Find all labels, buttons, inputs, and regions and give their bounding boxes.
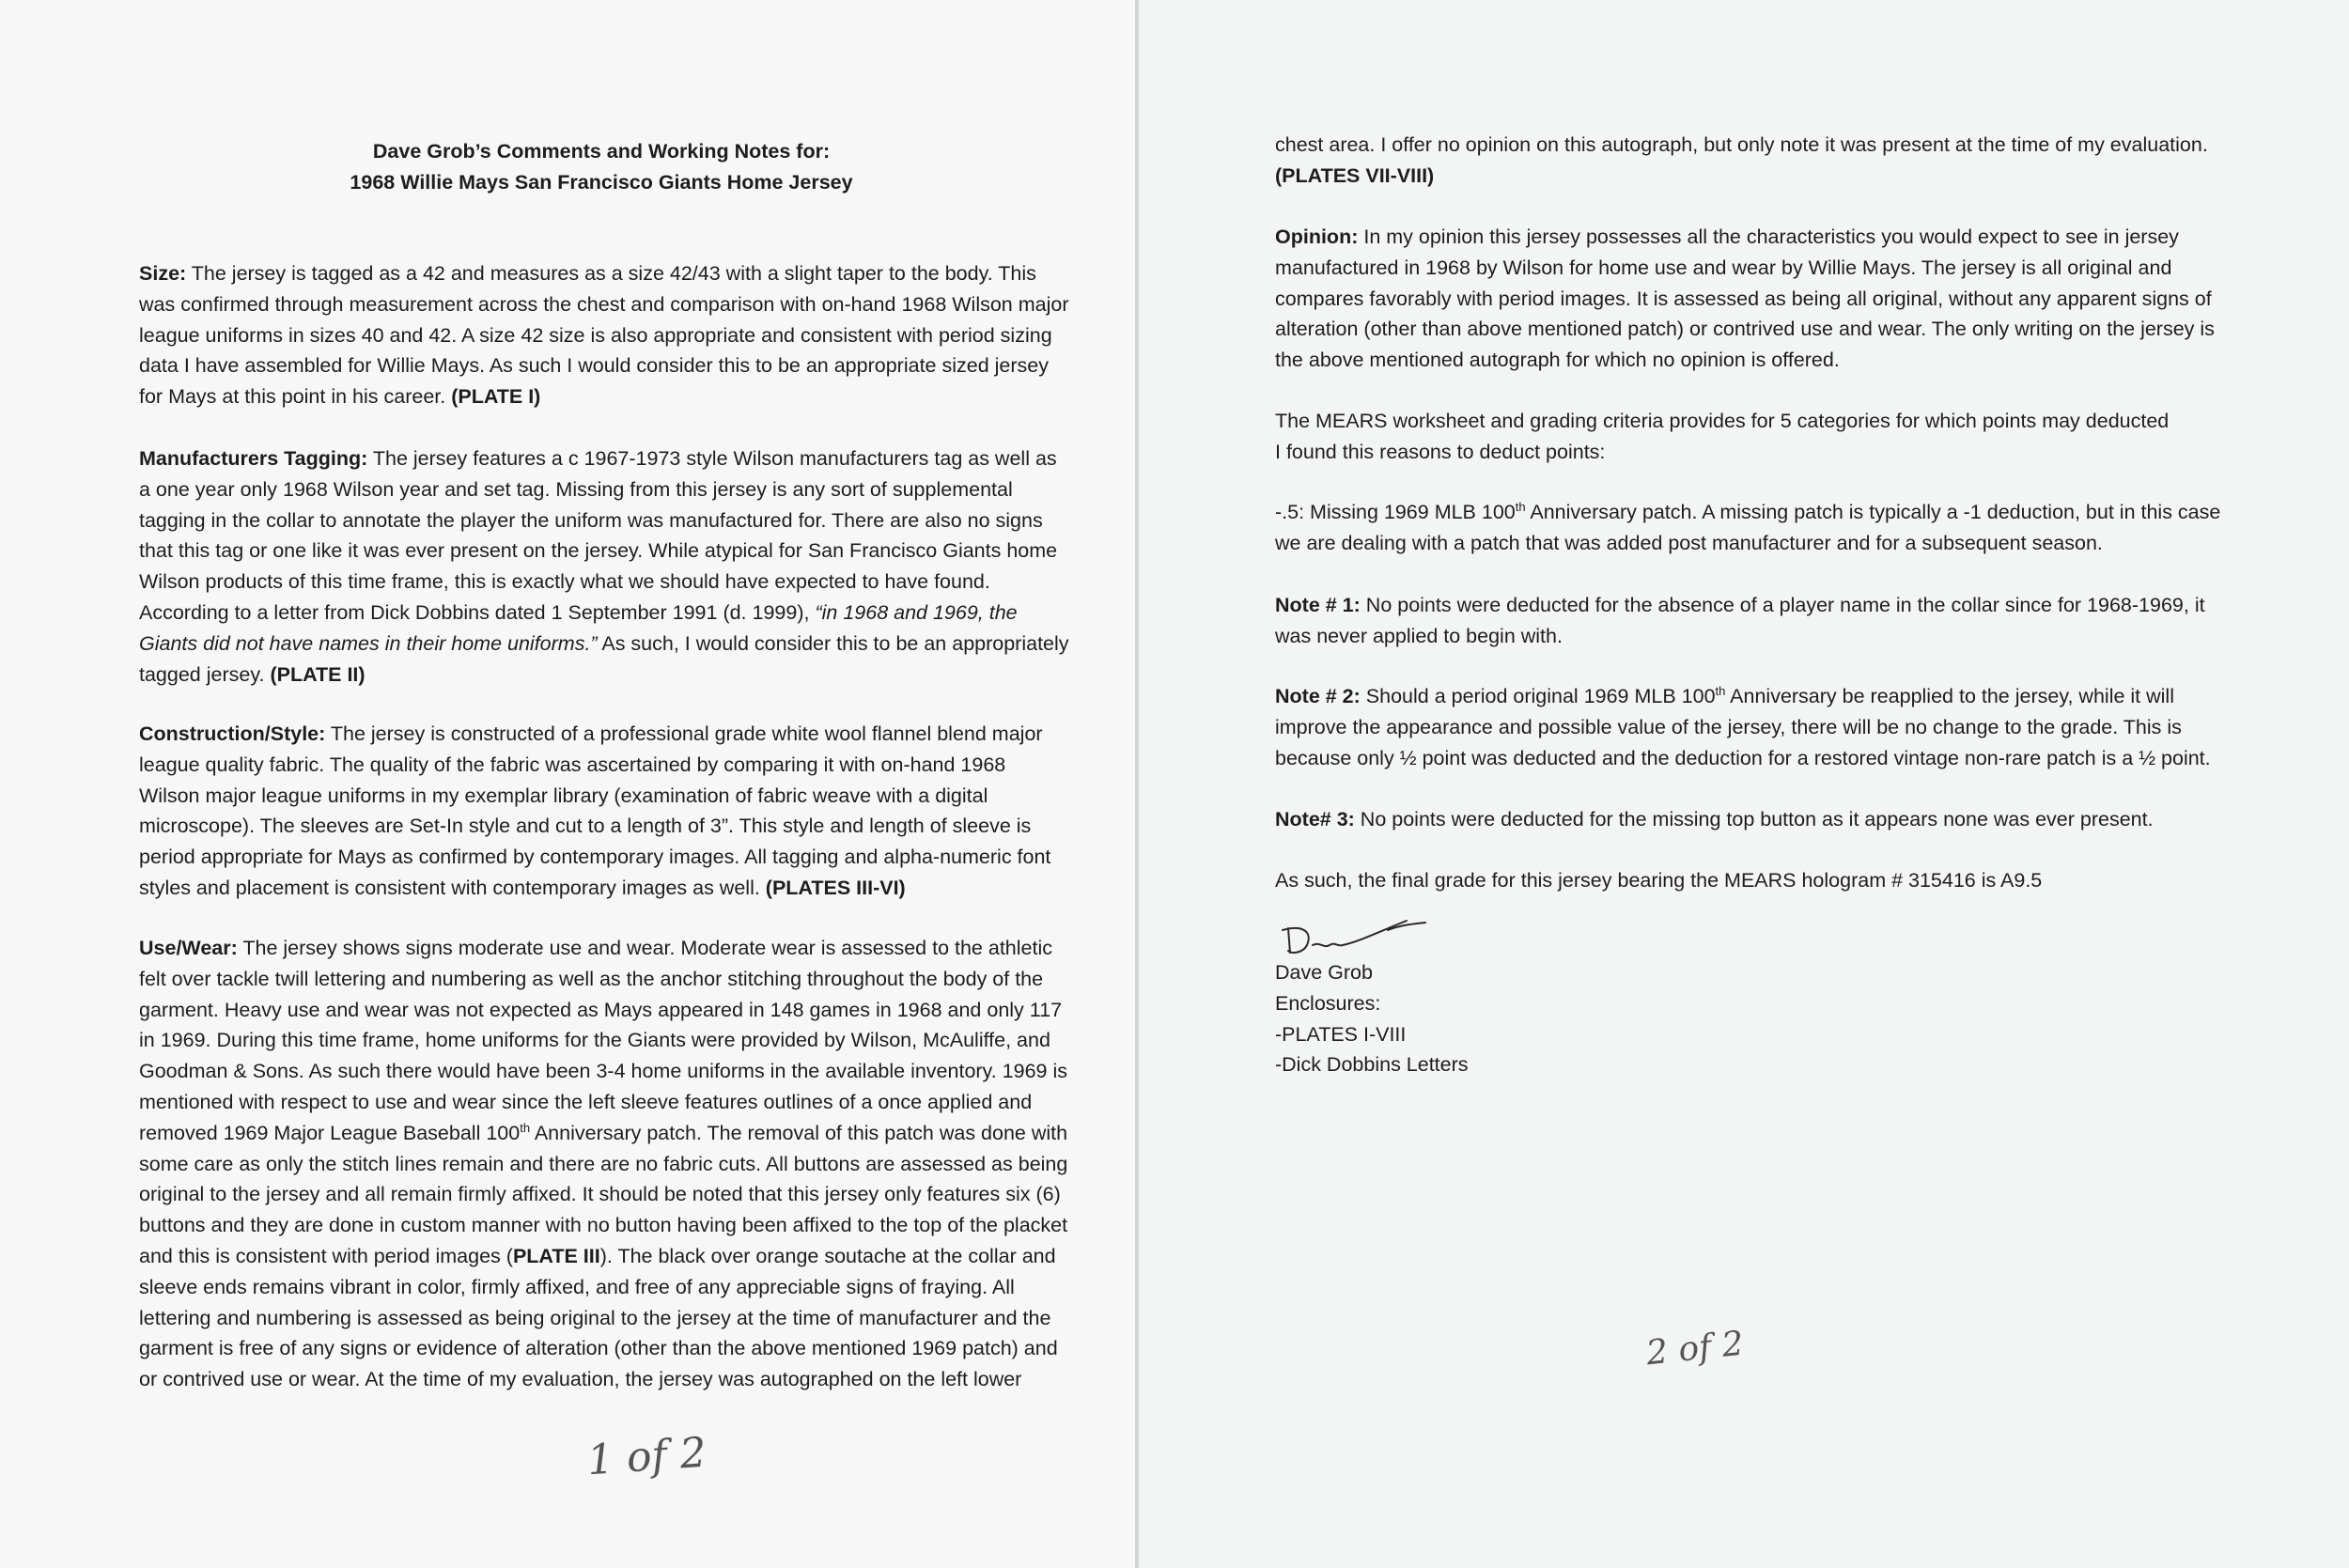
tagging-text-2: As such, I would consider this to be an appropriately tagged jersey. [139, 631, 1069, 686]
note-1-label: Note # 1: [1275, 594, 1361, 616]
continuation-text: chest area. I offer no opinion on this autograph, but only note it was present at the time of my evaluation. [1275, 133, 2208, 156]
title-line-2: 1968 Willie Mays San Francisco Giants Home Jersey [350, 171, 853, 194]
size-paragraph [139, 258, 1069, 412]
use-wear-label: Use/Wear: [139, 937, 238, 959]
signer-name: Dave Grob [1275, 961, 1373, 984]
use-wear-text-3: ). The black over orange soutache at the collar and sleeve ends remains vibrant in color, firmly affixed, and free of any appreciable signs of fraying. All lettering and numbering is assessed as being original to the jersey at the time of manufacturer and the garment is free of any signs or evidence of alteration (other than the above mentioned 1969 patch) and or contrived use or wear. At the time of my evaluation, the jersey was autographed on the left lower [139, 1244, 1058, 1391]
tagging-paragraph [139, 443, 1069, 690]
page-number-left: 1 of 2 [585, 1428, 708, 1485]
note-3-paragraph [1275, 804, 2224, 835]
deduction-text-1: -.5: Missing 1969 MLB 100 [1275, 501, 1516, 523]
opinion-text: In my opinion this jersey possesses all the characteristics you would expect to see in jersey manufactured in 1968 by Wilson for home use and wear by Willie Mays. The jersey is all original and compares favorably with period images. It is assessed as being all original, without any apparent signs of alteration (other than above mentioned patch) or contrived use and wear. The only writing on the jersey is the above mentioned autograph for which no opinion is offered. [1275, 225, 2215, 372]
size-plate: (PLATE I) [451, 385, 541, 409]
deduction-sup: th [1515, 499, 1526, 514]
note-2-text-1: Should a period original 1969 MLB 100 [1360, 685, 1716, 707]
mears-line-1: The MEARS worksheet and grading criteria provides for 5 categories for which points may deducted [1275, 410, 2170, 432]
use-wear-plate: PLATE III [512, 1244, 600, 1267]
note-2-label: Note # 2: [1275, 685, 1361, 707]
document-title [141, 136, 1062, 198]
mears-paragraph [1275, 406, 2224, 468]
construction-paragraph [139, 719, 1069, 904]
use-wear-sup: th [520, 1120, 531, 1135]
tagging-quote: “in 1968 and 1969, the Giants did not have names in their home uniforms.” [139, 600, 1018, 655]
opinion-label: Opinion: [1275, 225, 1359, 248]
enclosure-1: -PLATES I-VIII [1275, 1022, 1407, 1046]
enclosures-label: Enclosures: [1275, 991, 1381, 1015]
use-wear-paragraph [139, 933, 1069, 1395]
mears-line-2: I found this reasons to deduct points: [1275, 440, 1606, 463]
document-page-2 [1139, 0, 2349, 1568]
document-page-1 [0, 0, 1135, 1568]
note-3-label: Note# 3: [1275, 808, 1355, 831]
note-2-text-2: Anniversary be reapplied to the jersey, while it will improve the appearance and possible value of the jersey, there will be no change to the grade. This is because only ½ point was deducted and the deduction for a restored vintage non-rare patch is a ½ point. [1275, 685, 2211, 769]
tagging-plate: (PLATE II) [270, 662, 366, 686]
size-text: The jersey is tagged as a 42 and measures as a size 42/43 with a slight taper to the body. This was confirmed through measurement across the chest and comparison with on-hand 1968 Wilson major league uniforms in sizes 40 and 42. A size 42 size is also appropriate and consistent with period sizing data I have assembled for Willie Mays. As such I would consider this to be an appropriate sized jersey for Mays at this point in his career. [139, 262, 1069, 409]
title-line-1: Dave Grob’s Comments and Working Notes for: [372, 140, 831, 163]
opinion-paragraph [1275, 222, 2224, 376]
tagging-text: The jersey features a c 1967-1973 style Wilson manufacturers tag as well as a one year only 1968 Wilson year and set tag. Missing from this jersey is any sort of supplemental tagging in the collar to annotate the player the uniform was manufactured for. There are also no signs that this tag or one like it was ever present on the jersey. While atypical for San Francisco Giants home Wilson products of this time frame, this is exactly what we should have expected to have found. According to a letter from Dick Dobbins dated 1 September 1991 (d. 1999), [139, 447, 1058, 624]
size-label: Size: [139, 262, 187, 285]
note-3-text: No points were deducted for the missing top button as it appears none was ever present. [1354, 808, 2154, 831]
enclosure-2: -Dick Dobbins Letters [1275, 1053, 1469, 1077]
deduction-paragraph [1275, 497, 2224, 559]
note-1-paragraph [1275, 590, 2224, 652]
note-2-sup: th [1715, 683, 1726, 698]
page-number-right: 2 of 2 [1644, 1324, 1746, 1374]
construction-label: Construction/Style: [139, 722, 326, 745]
tagging-label: Manufacturers Tagging: [139, 447, 368, 470]
note-1-text: No points were deducted for the absence of a player name in the collar since for 1968-1969, it was never applied to begin with. [1275, 594, 2205, 647]
signature-block [1275, 957, 2224, 1080]
note-2-paragraph [1275, 681, 2224, 773]
continuation-plate: (PLATES VII-VIII) [1275, 163, 1435, 187]
final-grade-paragraph: As such, the final grade for this jersey bearing the MEARS hologram # 315416 is A9.5 [1275, 869, 2043, 892]
use-wear-text-1: The jersey shows signs moderate use and wear. Moderate wear is assessed to the athletic felt over tackle twill lettering and numbering as well as the anchor stitching throughout the body of the garment. Heavy use and wear was not expected as Mays appeared in 148 games in 1968 and only 117 in 1969. During this time frame, home uniforms for the Giants were provided by Wilson, McAuliffe, and Goodman & Sons. As such there would have been 3-4 home uniforms in the available inventory. 1969 is mentioned with respect to use and wear since the left sleeve features outlines of a once applied and removed 1969 Major League Baseball 100 [139, 937, 1067, 1144]
continuation-paragraph [1275, 130, 2224, 192]
construction-text: The jersey is constructed of a professional grade white wool flannel blend major league quality fabric. The quality of the fabric was ascertained by comparing it with on-hand 1968 Wilson major league uniforms in my exemplar library (examination of fabric weave with a digital microscope). The sleeves are Set-In style and cut to a length of 3”. This style and length of sleeve is period appropriate for Mays as confirmed by contemporary images. All tagging and alpha-numeric font styles and placement is consistent with contemporary images as well. [139, 722, 1051, 899]
deduction-text-2: Anniversary patch. A missing patch is typically a -1 deduction, but in this case we are dealing with a patch that was added post manufacturer and for a subsequent season. [1275, 501, 2221, 554]
use-wear-text-2: Anniversary patch. The removal of this patch was done with some care as only the stitch lines remain and there are no fabric cuts. All buttons are assessed as being original to the jersey and all remain firmly affixed. It should be noted that this jersey only features six (6) buttons and they are done in custom manner with no button having been affixed to the top of the placket and this is consistent with period images ( [139, 1121, 1068, 1267]
construction-plate: (PLATES III-VI) [765, 876, 906, 899]
